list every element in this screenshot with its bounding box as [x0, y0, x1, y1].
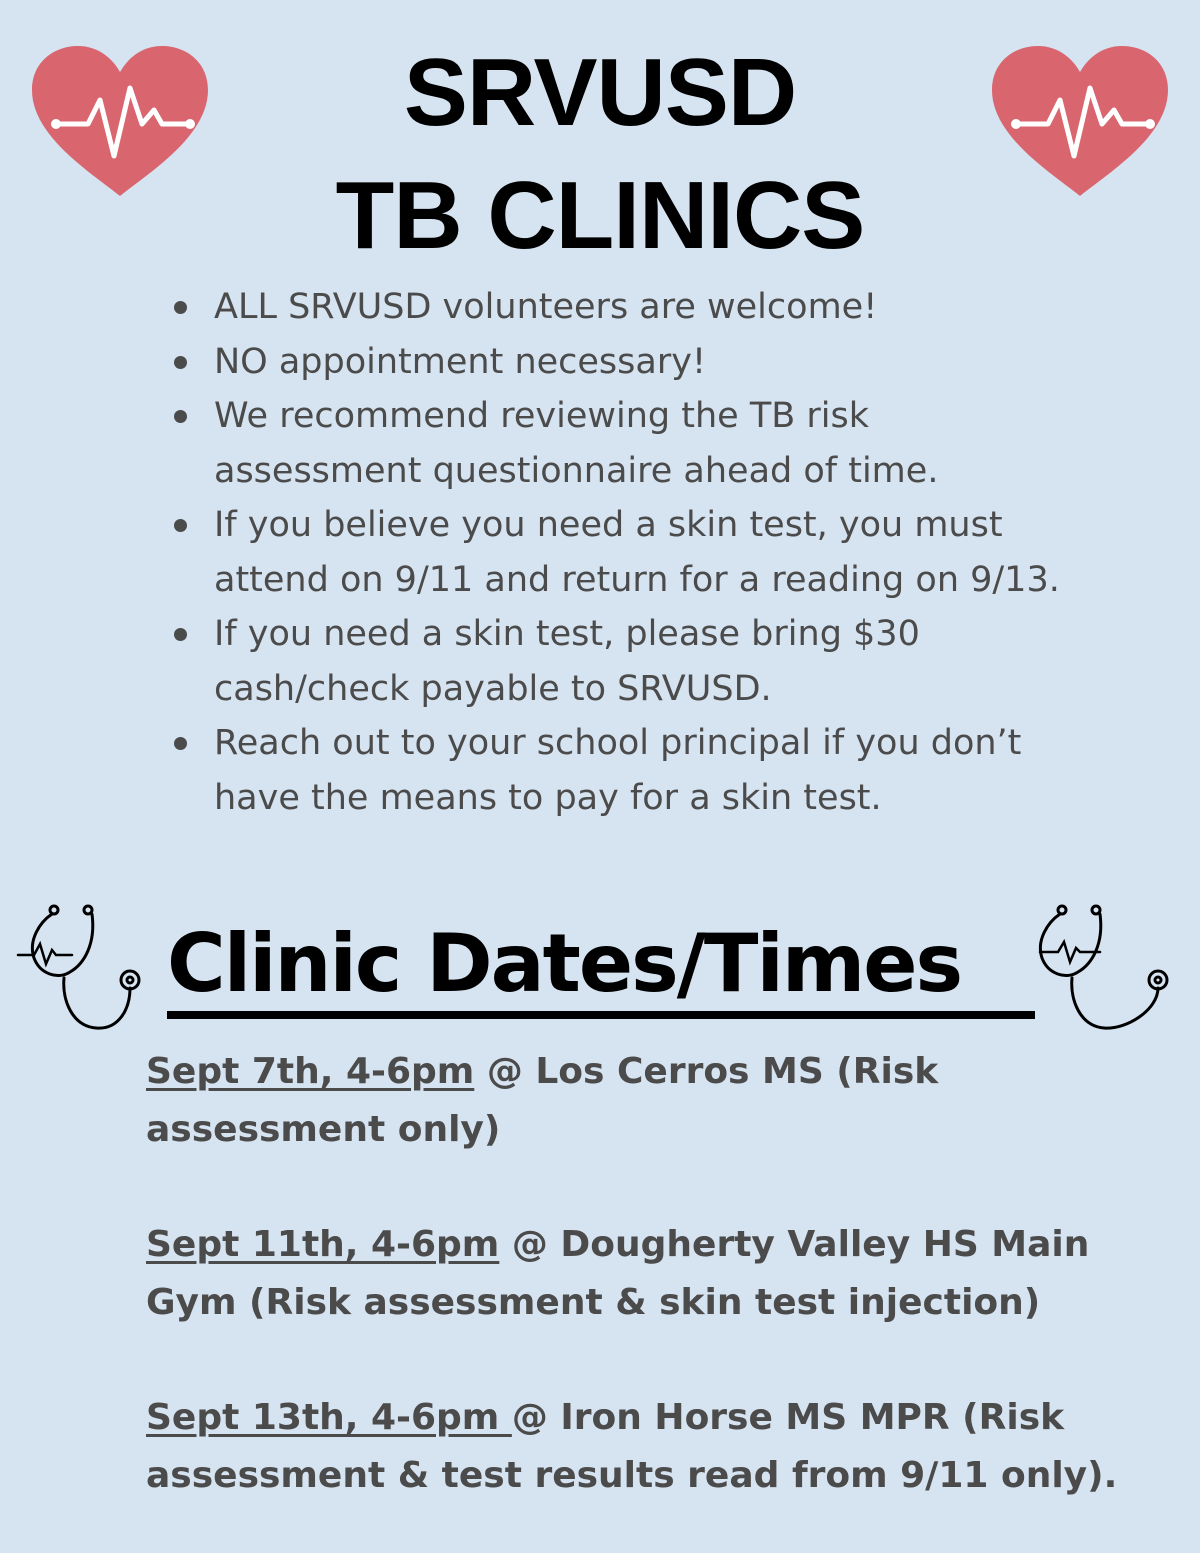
bullet-item: If you believe you need a skin test, you must attend on 9/11 and return for a reading on 9/13.: [168, 498, 1068, 607]
clinic-session: [146, 1389, 1146, 1505]
session-location: @ Los Cerros MS (Risk assessment only): [146, 1051, 939, 1150]
bullet-item: If you need a skin test, please bring $30 cash/check payable to SRVUSD.: [168, 607, 1068, 716]
heading-underline: [167, 1011, 1035, 1019]
session-location: @ Iron Horse MS MPR (Risk assessment & test results read from 9/11 only).: [146, 1397, 1118, 1496]
session-date-time: Sept 7th, 4-6pm: [146, 1051, 475, 1092]
clinic-schedule-heading: Clinic Dates/Times: [167, 917, 962, 1010]
stethoscope-icon: [1030, 900, 1180, 1040]
session-location: @ Dougherty Valley HS Main Gym (Risk assessment & skin test injection): [146, 1224, 1090, 1323]
bullet-item: ALL SRVUSD volunteers are welcome!: [168, 280, 1068, 335]
session-date-time: Sept 13th, 4-6pm: [146, 1397, 512, 1438]
bullet-item: We recommend reviewing the TB risk assessment questionnaire ahead of time.: [168, 389, 1068, 498]
page-title-line-1: SRVUSD: [403, 39, 797, 146]
clinic-session: [146, 1216, 1146, 1332]
stethoscope-icon: [12, 900, 162, 1040]
info-bullet-list: [168, 280, 1068, 825]
clinic-session: [146, 1043, 1146, 1159]
session-date-time: Sept 11th, 4-6pm: [146, 1224, 500, 1265]
page-title-line-2: TB CLINICS: [335, 162, 865, 269]
bullet-item: NO appointment necessary!: [168, 335, 1068, 390]
bullet-item: Reach out to your school principal if you don’t have the means to pay for a skin test.: [168, 716, 1068, 825]
